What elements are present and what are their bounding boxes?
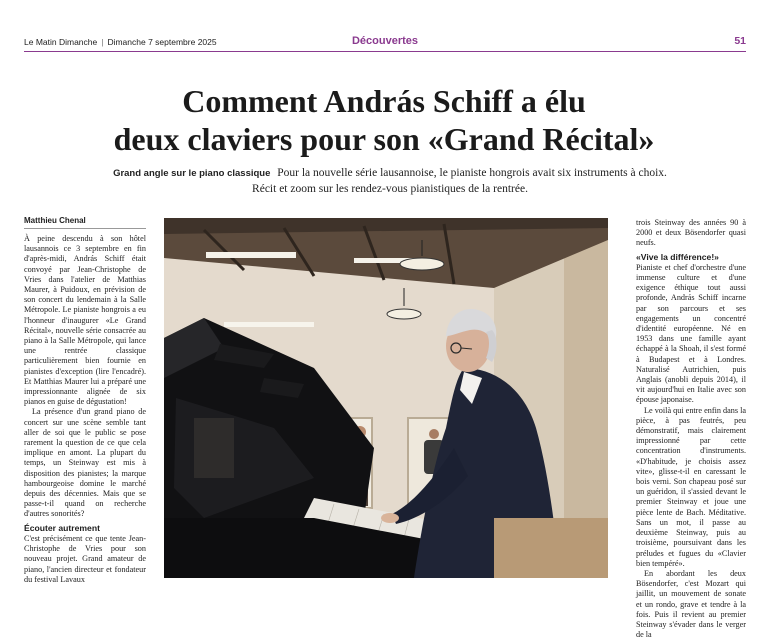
paragraph: La présence d'un grand piano de concert sur une scène semble tant aller de soi que le public se pose rarement la question de ce que cela implique en amont. La plupart du temps, un Steinway est mis à disposition des pianistes; la marque hambourgeoise domine le marché depuis des décennies. Mais que se passe-t-il quand on recherche d'autres sonorités?	[24, 407, 146, 519]
article-column-right	[636, 218, 746, 640]
subheading: «Vive la différence!»	[636, 251, 719, 262]
byline: Matthieu Chenal	[24, 216, 86, 225]
lede-text: Pour la nouvelle série lausannoise, le pianiste hongrois avait six instruments à choix. Récit et zoom sur les rendez-vous pianistiques de la rentrée.	[252, 167, 667, 195]
page-number: 51	[734, 35, 746, 47]
paragraph: C'est précisément ce que tente Jean-Christophe de Vries pour son nouveau projet. Grand amateur de piano, l'ancien directeur et fondateur du festival Lavaux	[24, 533, 146, 584]
pianist-at-piano-photo	[164, 218, 608, 578]
page-header	[24, 34, 746, 52]
section-name: Découvertes	[351, 35, 419, 47]
paragraph: Le voilà qui entre enfin dans la pièce, à pas feutrés, peu démonstratif, mais clairement impressionné par cette concentration d'instruments. «D'habitude, je choisis assez vite», glisse-t-il en caressant le bois verni. Son chapeau posé sur un guéridon, il s'assied devant le premier Steinway et joue une pièce lente de Bach. Méditative. Sans un mot, il passe au deuxième Steinway, puis au troisième, poursuivant dans les préludes et fugues du «Clavier bien tempéré».	[636, 405, 746, 568]
article-photo	[164, 218, 608, 578]
article-column-left	[24, 234, 146, 585]
paragraph: À peine descendu à son hôtel lausannois ce 3 septembre en fin d'après-midi, András Schiff était convoyé par Jean-Christophe de Vries dans l'atelier de Matthias Maurer, à Puidoux, en prévision de son concert du lendemain à la Salle Métropole. Le pianiste hongrois a eu l'honneur d'inaugurer «Le Grand Récital», nouvelle série consacrée au piano à la Salle Métropole, qui lance une rentrée classique particulièrement bien fournie en pianistes d'exception (lire l'encadré). Et Matthias Maurer lui a préparé une impressionnante alignée de six pianos en guise de dégustation!	[24, 234, 146, 407]
paragraph: En abordant les deux Bösendorfer, c'est Mozart qui jaillit, un mouvement de sonate et un rondo, grave et tendre à la fois. Puis il revient au premier Steinway s'évader dans le verger de la	[636, 568, 746, 640]
headline-line-1: Comment András Schiff a élu	[182, 83, 586, 119]
header-separator: |	[101, 37, 104, 47]
byline-rule	[24, 228, 146, 229]
publication-date: Dimanche 7 septembre 2025	[107, 37, 217, 47]
lede-kicker: Grand angle sur le piano classique	[113, 168, 271, 179]
article-headline	[40, 82, 728, 158]
headline-line-2: deux claviers pour son «Grand Récital»	[113, 121, 655, 157]
paragraph: trois Steinway des années 90 à 2000 et deux Bösendorfer quasi neufs.	[636, 218, 746, 248]
publication-name: Le Matin Dimanche	[24, 37, 98, 47]
paragraph: Pianiste et chef d'orchestre d'une immense culture et d'une exigence éthique tout aussi profonde, András Schiff incarne par son parcours et ses engagements un concentré d'identité européenne. Né en 1953 dans une famille ayant échappé à la Shoah, il s'est formé à Budapest et à Londres. Naturalisé Autrichien, puis Anglais (anobli depuis 2014), il vit aujourd'hui en Italie avec son épouse japonaise.	[636, 262, 746, 405]
article-lede	[110, 166, 670, 196]
subheading: Écouter autrement	[24, 522, 100, 533]
